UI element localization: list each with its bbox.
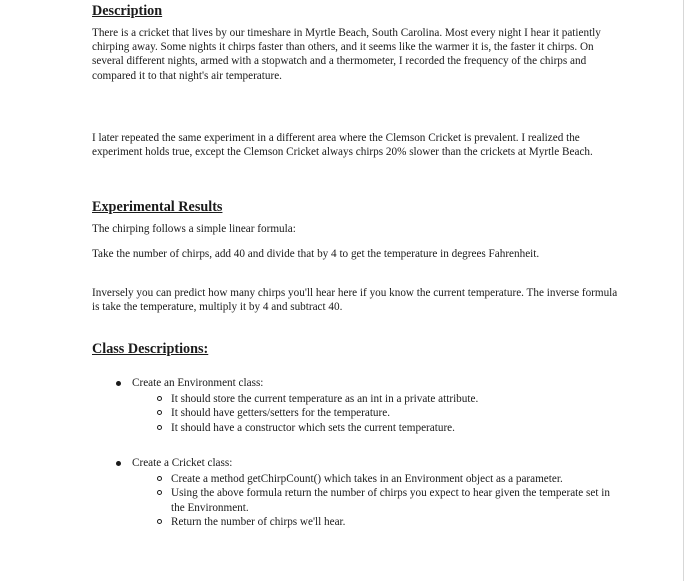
experimental-results-heading: Experimental Results bbox=[92, 199, 223, 215]
cricket-class-sublist bbox=[132, 472, 632, 529]
list-item: It should have getters/setters for the temperature. bbox=[132, 406, 611, 420]
results-formula-intro: The chirping follows a simple linear formula: bbox=[92, 223, 296, 235]
environment-class-sublist bbox=[132, 392, 632, 435]
results-formula-text: Take the number of chirps, add 40 and divide that by 4 to get the temperature in degrees Fahrenheit. bbox=[92, 248, 540, 260]
list-item: It should store the current temperature as an int in a private attribute. bbox=[132, 392, 611, 406]
cricket-class-list bbox=[92, 456, 632, 529]
list-item bbox=[92, 456, 632, 529]
description-paragraph-1: There is a cricket that lives by our timeshare in Myrtle Beach, South Carolina. Most every night I hear it patiently chirping away. Some nights it chirps faster than others, and it seems like the warmer it is, the faster it chirps. On several different nights, armed with a stopwatch and a thermometer, I recorded the frequency of the chirps and compared it to that night's air temperature. bbox=[92, 27, 601, 82]
list-item: Using the above formula return the number of chirps you expect to hear given the temperate set in the Environment. bbox=[132, 486, 611, 514]
environment-class-list bbox=[92, 376, 632, 435]
description-paragraph-2: I later repeated the same experiment in a different area where the Clemson Cricket is prevalent. I realized the experiment holds true, except the Clemson Cricket always chirps 20% slower than the crickets at Myrtle Beach. bbox=[92, 132, 593, 159]
list-item: It should have a constructor which sets the current temperature. bbox=[132, 421, 611, 435]
list-item bbox=[92, 376, 632, 435]
list-item: Return the number of chirps we'll hear. bbox=[132, 515, 611, 529]
list-item: Create a method getChirpCount() which takes in an Environment object as a parameter. bbox=[132, 472, 611, 486]
class-descriptions-heading: Class Descriptions: bbox=[92, 341, 209, 357]
description-heading: Description bbox=[92, 3, 163, 19]
cricket-class-label: Create a Cricket class: bbox=[132, 457, 233, 469]
environment-class-label: Create an Environment class: bbox=[132, 377, 264, 389]
results-inverse-formula: Inversely you can predict how many chirps you'll hear here if you know the current temperature. The inverse formula is take the temperature, multiply it by 4 and subtract 40. bbox=[92, 287, 618, 314]
